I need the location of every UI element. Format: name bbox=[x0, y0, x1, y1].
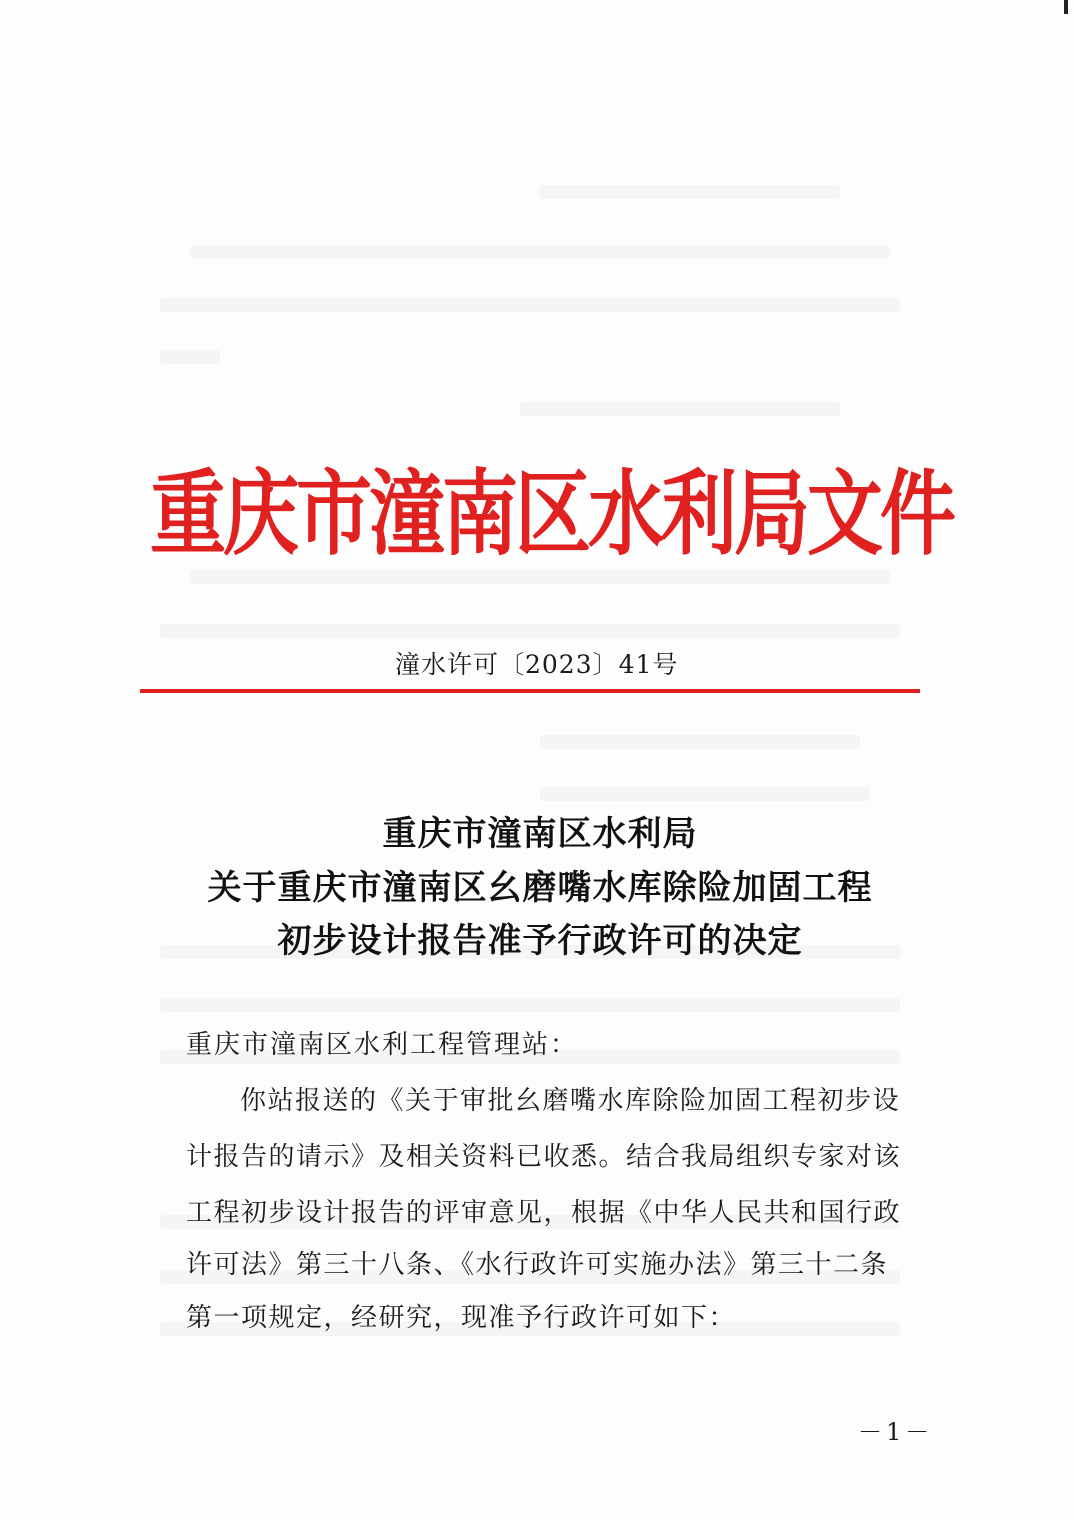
addressee: 重庆市潼南区水利工程管理站： bbox=[186, 1030, 579, 1060]
title-line-3: 初步设计报告准予行政许可的决定 bbox=[277, 921, 803, 961]
body-line-4: 许可法》第三十八条、《水行政许可实施办法》第三十二条 bbox=[186, 1250, 889, 1280]
body-line-5: 第一项规定，经研究，现准予行政许可如下： bbox=[186, 1303, 737, 1333]
title-line-1: 重庆市潼南区水利局 bbox=[382, 814, 698, 854]
body-line-3: 工程初步设计报告的评审意见，根据《中华人民共和国行政 bbox=[186, 1198, 902, 1228]
body-line-2: 计报告的请示》及相关资料已收悉。结合我局组织专家对该 bbox=[186, 1142, 902, 1172]
scan-edge-mark bbox=[1064, 0, 1068, 14]
body-line-1: 你站报送的《关于审批幺磨嘴水库除险加固工程初步设 bbox=[240, 1086, 901, 1116]
red-separator-line bbox=[140, 689, 920, 693]
title-line-2: 关于重庆市潼南区幺磨嘴水库除险加固工程 bbox=[207, 868, 873, 908]
document-number: 潼水许可〔2023〕41号 bbox=[395, 650, 679, 679]
document-masthead: 重庆市潼南区水利局文件 bbox=[150, 459, 953, 569]
page-number: －1－ bbox=[858, 1418, 934, 1446]
